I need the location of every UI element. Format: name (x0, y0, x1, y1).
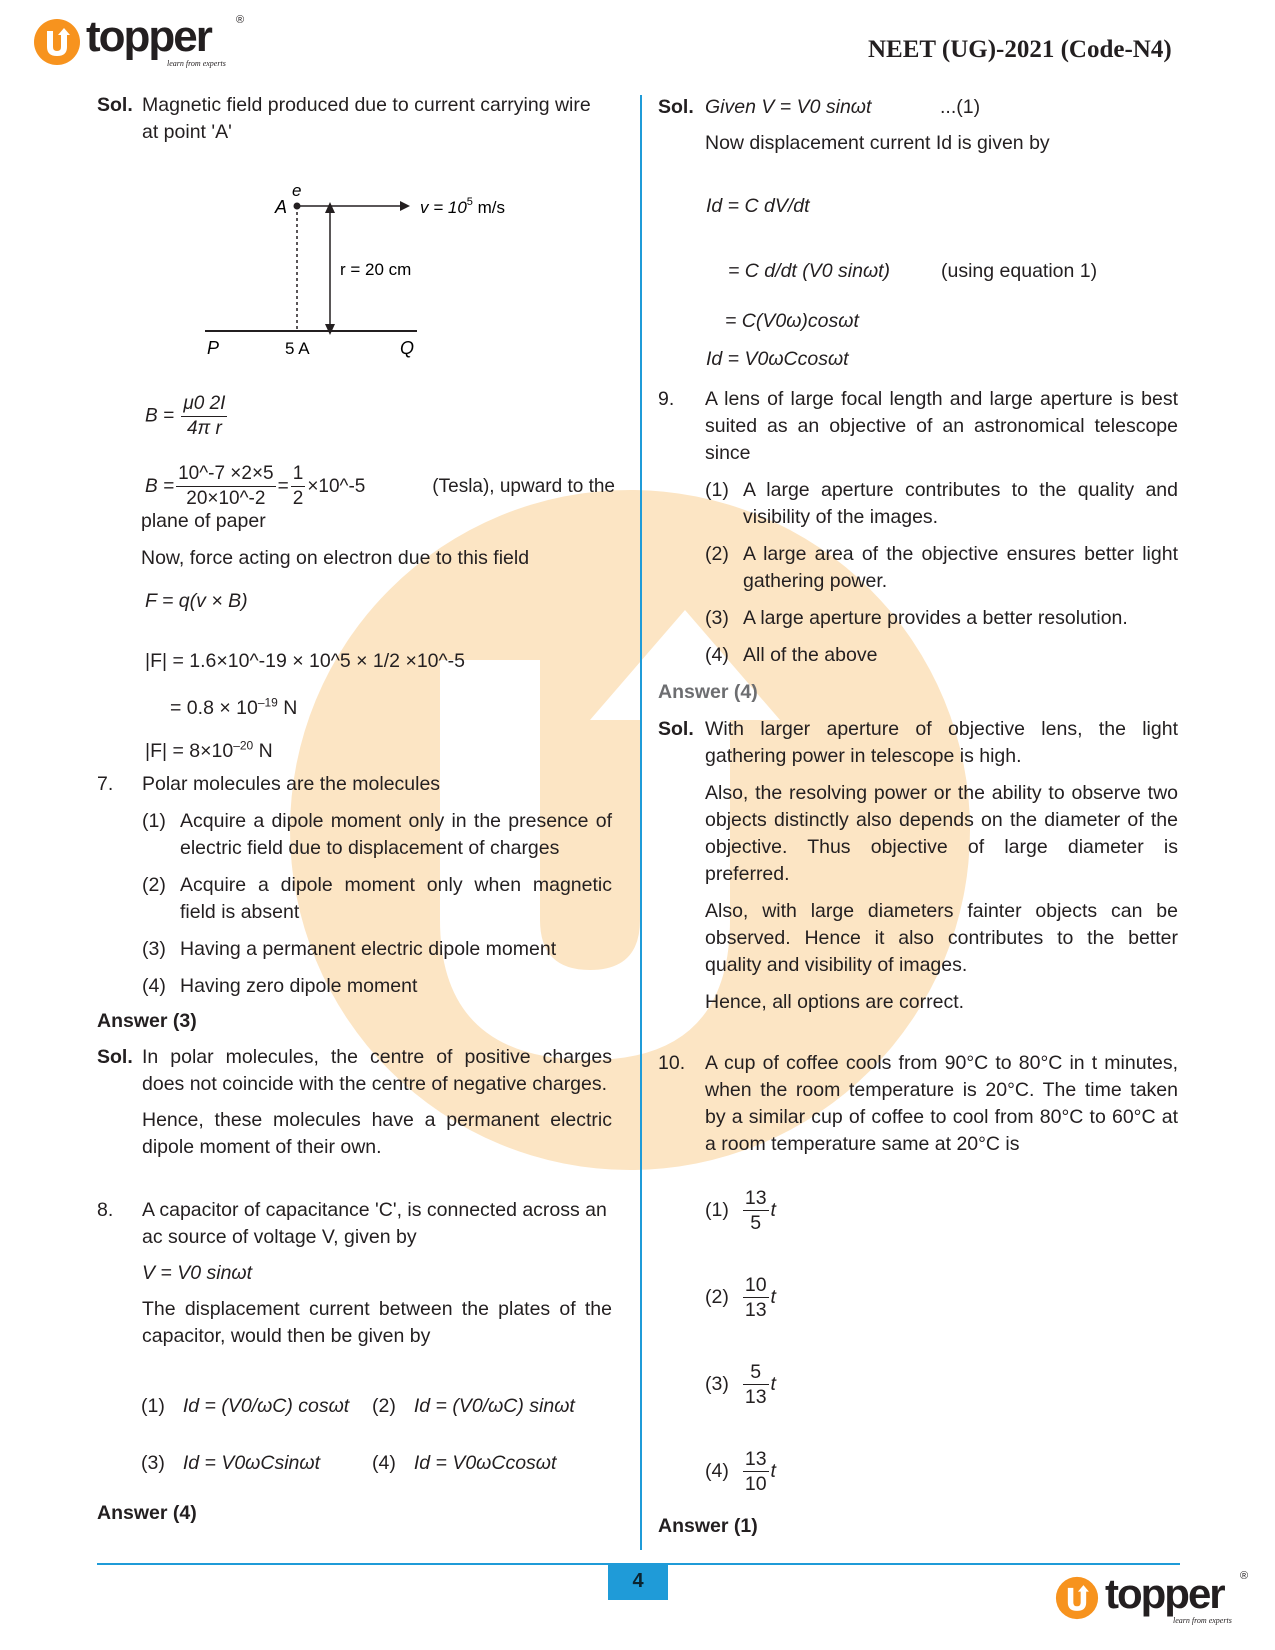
option-text: Id = V0ωCcosωt (413, 1452, 557, 1474)
formula-b2-text: (Tesla), upward to the (432, 475, 615, 497)
sol-7-p1: In polar molecules, the centre of positive charges does not coincide with the centre of negative charges. (142, 1046, 612, 1095)
question-number: 9. (658, 388, 675, 410)
footer-logo (1055, 1572, 1255, 1632)
option-variable: t (770, 1286, 776, 1308)
option-4[interactable] (705, 1447, 776, 1496)
option-number: (2) (705, 543, 729, 565)
force-value-2: $|F| = 8\times 10^{-20}$ N (145, 738, 273, 762)
sol-8-line2: Now displacement current Id is given by (705, 132, 1050, 154)
question-10 (658, 1050, 1178, 1158)
option-text: Acquire a dipole moment only in the presence of electric field due to displacement of charges (180, 810, 612, 859)
force-magnitude: |F| = 1.6×10^-19 × 10^5 × 1/2 ×10^-5 (145, 650, 466, 672)
label-q: Q (400, 338, 415, 358)
option-4[interactable] (372, 1452, 556, 1475)
sol-9-p2: Also, the resolving power or the ability to observe two objects distinctly also depends on the diameter of the objective. Thus objective of large diameter is preferred. (705, 782, 1178, 885)
logo-registered: ® (1240, 1570, 1249, 1582)
exam-title: NEET (UG)-2021 (Code-N4) (868, 36, 1172, 63)
logo-wordmark: topper (1105, 1570, 1224, 1617)
logo-tagline: learn from experts (1173, 1616, 1232, 1625)
q8-equation: V = V0 sinωt (142, 1262, 253, 1284)
label-a: A (275, 197, 288, 217)
option-2[interactable] (705, 1273, 776, 1322)
header-logo (30, 14, 260, 74)
column-divider (640, 95, 642, 1550)
question-text: Polar molecules are the molecules (142, 773, 441, 795)
label-v: $v = 10^5$ m/s (420, 196, 506, 217)
option-number: (4) (705, 1460, 729, 1482)
question-text: A capacitor of capacitance 'C', is connected across an ac source of voltage V, given by (142, 1199, 607, 1248)
formula-b1-num: μ0 2I (181, 392, 227, 417)
answer-10: Answer (1) (658, 1515, 758, 1537)
label-current: 5 A (285, 339, 310, 358)
option-text: A large aperture contributes to the quality and visibility of the images. (743, 479, 1178, 528)
option-text: Having zero dipole moment (180, 975, 418, 997)
option-number: (3) (705, 1373, 729, 1395)
answer-7: Answer (3) (97, 1010, 197, 1032)
fraction-numerator: 5 (743, 1360, 769, 1385)
option-3[interactable] (141, 1452, 320, 1475)
option-2[interactable] (142, 872, 612, 926)
option-3[interactable] (705, 1360, 776, 1409)
force-intro: Now, force acting on electron due to this field (141, 547, 530, 569)
sol-8-eq2-note: (using equation 1) (941, 260, 1098, 282)
formula-b1-lhs: B = (145, 405, 175, 427)
wire-electron-diagram (195, 180, 535, 360)
formula-b2-den: 20×10^-2 (186, 488, 266, 509)
force-equation: F = q(v × B) (145, 590, 248, 612)
electron-dot (294, 203, 301, 210)
option-text: Having a permanent electric dipole moment (180, 938, 557, 960)
sol-label: Sol. (658, 718, 694, 740)
option-number: (4) (372, 1452, 396, 1474)
page-number: 4 (608, 1565, 668, 1600)
question-text: A cup of coffee cools from 90°C to 80°C in t minutes, when the room temperature is 20°C. The time taken by a similar cup of coffee to cool from 80°C to 60°C at a room temperature same at 20°C is (705, 1052, 1178, 1155)
force-value-1: = $0.8 \times 10^{-19}$ N (170, 695, 298, 719)
sol-label: Sol. (97, 1046, 133, 1068)
question-number: 10. (658, 1052, 686, 1074)
question-text: A lens of large focal length and large aperture is best suited as an objective of an astronomical telescope since (705, 388, 1178, 464)
fraction-denominator: 13 (744, 1299, 767, 1321)
sol-9-p3: Also, with large diameters fainter objects can be observed. Hence it also contributes to the better quality and visibility of images. (705, 900, 1178, 976)
logo-u-icon (1055, 1576, 1099, 1620)
question-number: 8. (97, 1199, 114, 1221)
sol-label: Sol. (97, 94, 133, 116)
option-text: Id = (V0/ωC) cosωt (182, 1395, 350, 1417)
option-1[interactable] (141, 1395, 349, 1418)
label-r: r = 20 cm (340, 260, 412, 279)
sol-label: Sol. (658, 96, 694, 118)
formula-b2-den2: 2 (292, 488, 304, 509)
formula-b2-lhs: B = (145, 475, 175, 497)
option-variable: t (770, 1373, 776, 1395)
option-1[interactable] (705, 1186, 776, 1235)
sol-8-given: Given V = V0 sinωt (705, 96, 872, 118)
sol-7-p2: Hence, these molecules have a permanent electric dipole moment of their own. (142, 1109, 612, 1158)
formula-b2-num: 10^-7 ×2×5 (176, 462, 276, 487)
fraction-numerator: 10 (744, 1274, 767, 1296)
sol-magnetic-intro (97, 92, 612, 146)
option-text: Acquire a dipole moment only when magnetic field is absent (180, 874, 612, 923)
fraction-denominator: 5 (750, 1212, 762, 1234)
fraction-denominator: 10 (744, 1473, 767, 1495)
option-variable: t (770, 1460, 776, 1482)
logo-u-icon (33, 18, 81, 66)
option-text: A large area of the objective ensures better light gathering power. (743, 543, 1178, 592)
logo-wordmark: topper (86, 12, 211, 61)
formula-b2 (145, 462, 615, 511)
option-number: (2) (372, 1395, 396, 1417)
option-number: (1) (141, 1395, 165, 1417)
question-7 (97, 771, 612, 1161)
question-number: 7. (97, 773, 114, 795)
option-number: (3) (141, 1452, 165, 1474)
sol-8-eq3: = C(V0ω)cosωt (725, 310, 859, 332)
fraction-numerator: 13 (744, 1187, 767, 1209)
label-p: P (207, 338, 220, 358)
formula-b1-den: 4π r (186, 418, 222, 439)
option-text: All of the above (743, 644, 878, 666)
option-text: A large aperture provides a better resolution. (743, 607, 1128, 629)
fraction-numerator: 13 (744, 1448, 767, 1470)
logo-tagline: learn from experts (167, 59, 226, 68)
sol-8-eq1: Id = C dV/dt (706, 195, 810, 217)
answer-8: Answer (4) (97, 1502, 197, 1524)
option-number: (1) (705, 479, 729, 501)
option-number: (1) (705, 1199, 729, 1221)
label-e: e (292, 181, 302, 200)
sol-8 (658, 96, 1178, 155)
sol-8-given-ref: ...(1) (940, 96, 981, 118)
question-8 (97, 1197, 612, 1350)
sol-magnetic-text: Magnetic field produced due to current carrying wire at point 'A' (142, 94, 591, 143)
option-number: (4) (142, 975, 166, 997)
option-text: Id = V0ωCsinωt (182, 1452, 320, 1474)
option-text: Id = (V0/ωC) sinωt (413, 1395, 575, 1417)
plane-text: plane of paper (141, 510, 266, 532)
option-number: (3) (705, 607, 729, 629)
option-4[interactable] (142, 973, 612, 1000)
question-9 (658, 386, 1178, 1016)
q8-description: The displacement current between the plates of the capacitor, would then be given by (142, 1298, 612, 1347)
option-4[interactable] (705, 642, 1178, 669)
formula-b2-tail: ×10^-5 (307, 475, 366, 497)
fraction-denominator: 13 (744, 1386, 767, 1408)
option-2[interactable] (372, 1395, 575, 1418)
option-3[interactable] (142, 936, 612, 963)
logo-registered: ® (236, 14, 245, 26)
formula-b2-num2: 1 (291, 462, 306, 487)
option-3[interactable] (705, 605, 1178, 632)
option-number: (2) (142, 874, 166, 896)
formula-b2-eq: = (277, 475, 289, 497)
answer-9: Answer (4) (658, 681, 758, 703)
sol-9-p1: With larger aperture of objective lens, the light gathering power in telescope is high. (705, 718, 1178, 767)
formula-b1 (145, 392, 229, 441)
option-variable: t (770, 1199, 776, 1221)
option-1[interactable] (705, 477, 1178, 531)
option-number: (1) (142, 810, 166, 832)
sol-9-p4: Hence, all options are correct. (705, 991, 965, 1013)
option-1[interactable] (142, 808, 612, 862)
option-number: (3) (142, 938, 166, 960)
sol-8-eq2: = C d/dt (V0 sinωt) (728, 260, 891, 282)
sol-8-eq4: Id = V0ωCcosωt (706, 348, 849, 370)
option-2[interactable] (705, 541, 1178, 595)
option-number: (2) (705, 1286, 729, 1308)
option-number: (4) (705, 644, 729, 666)
